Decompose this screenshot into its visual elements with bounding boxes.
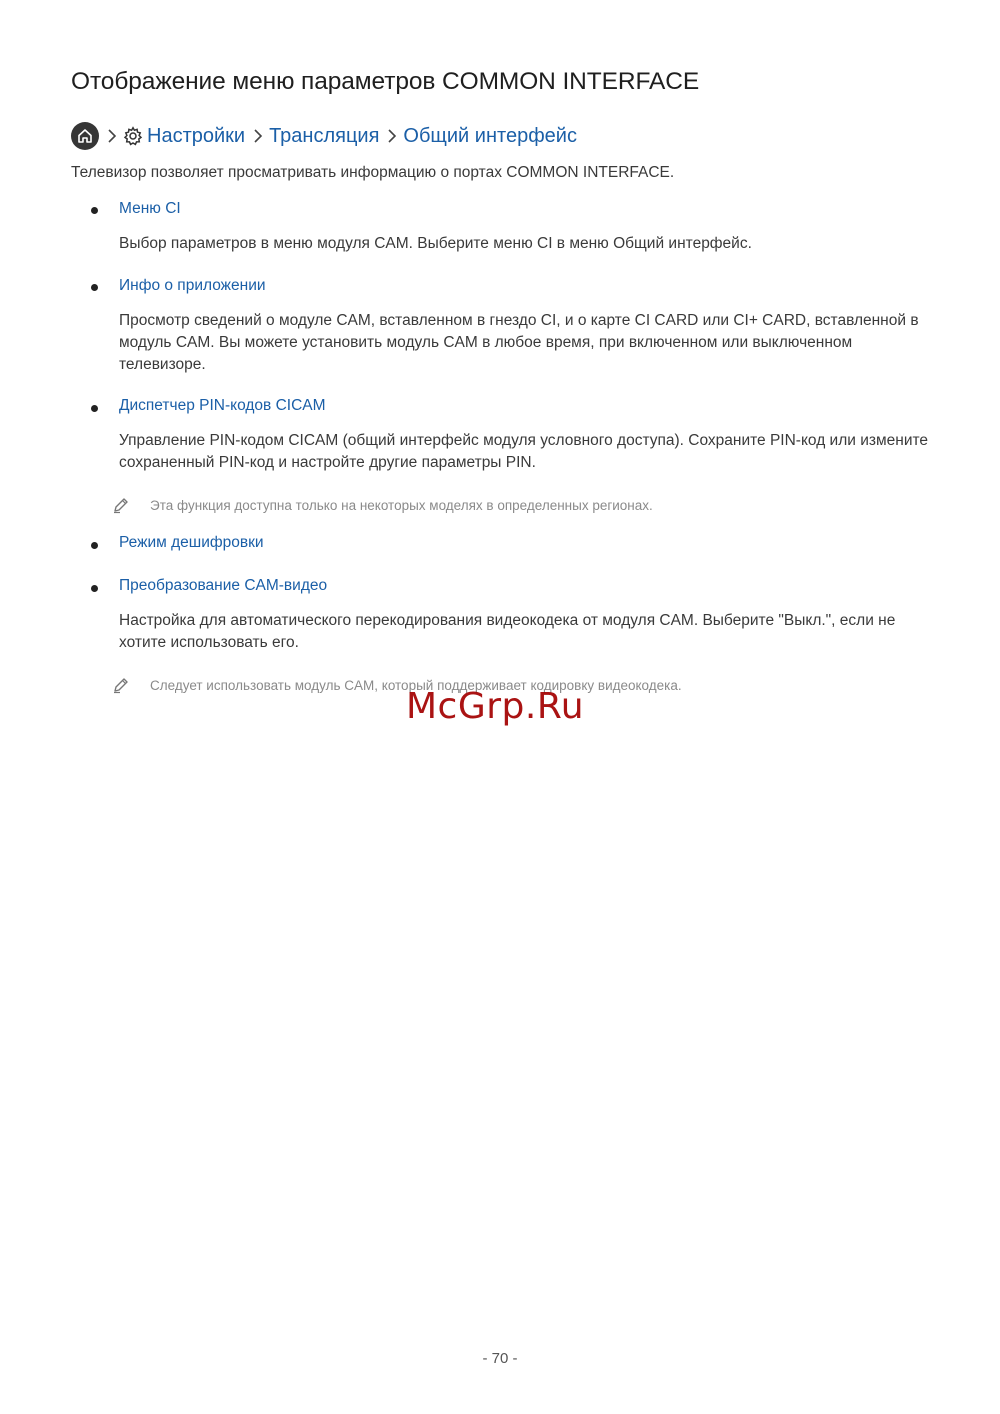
bullet: [91, 207, 98, 214]
note-text: Следует использовать модуль CAM, который поддерживает кодировку видеокодека.: [150, 677, 682, 693]
intro-text: Телевизор позволяет просматривать информацию о портах COMMON INTERFACE.: [71, 164, 675, 181]
item-title-decryption-mode[interactable]: Режим дешифровки: [119, 534, 264, 551]
pencil-icon: [112, 496, 130, 514]
note-text: Эта функция доступна только на некоторых моделях в определенных регионах.: [150, 497, 653, 513]
item-title-ci-menu[interactable]: Меню CI: [119, 200, 181, 217]
bullet: [91, 405, 98, 412]
item-description: Управление PIN-кодом CICAM (общий интерфейс модуля условного доступа). Сохраните PIN-код или измените сохраненный PIN-код и настройте другие параметры PIN.: [119, 432, 929, 471]
gear-icon: [123, 126, 143, 146]
item-title-cicam-pin-manager[interactable]: Диспетчер PIN-кодов CICAM: [119, 397, 326, 414]
bullet: [91, 585, 98, 592]
breadcrumb-settings[interactable]: Настройки: [147, 124, 246, 147]
bullet: [91, 284, 98, 291]
note: [112, 496, 653, 514]
breadcrumb: [71, 120, 577, 152]
chevron-right-icon: [387, 128, 397, 144]
home-icon[interactable]: [71, 122, 99, 150]
item-description: Настройка для автоматического перекодирования видеокодека от модуля CAM. Выберите "Выкл.", если не хотите использовать его.: [119, 612, 896, 651]
breadcrumb-common-interface[interactable]: Общий интерфейс: [403, 124, 577, 147]
item-description: Просмотр сведений о модуле CAM, вставленном в гнездо CI, и о карте CI CARD или CI+ CARD, вставленной в модуль CAM. Вы можете установить модуль CAM в любое время, при включенном или выключенном телевизоре.: [119, 312, 919, 373]
item-title-cam-video-conversion[interactable]: Преобразование CAM-видео: [119, 577, 328, 594]
item-description: Выбор параметров в меню модуля CAM. Выберите меню CI в меню Общий интерфейс.: [119, 235, 752, 252]
note: [112, 676, 682, 694]
watermark: McGrp.Ru: [406, 686, 585, 727]
page-title: Отображение меню параметров COMMON INTERFACE: [71, 68, 700, 95]
item-title-app-info[interactable]: Инфо о приложении: [119, 277, 266, 294]
chevron-right-icon: [107, 128, 117, 144]
pencil-icon: [112, 676, 130, 694]
breadcrumb-broadcast[interactable]: Трансляция: [269, 124, 380, 147]
bullet: [91, 542, 98, 549]
chevron-right-icon: [253, 128, 263, 144]
page-number: - 70 -: [482, 1350, 518, 1367]
